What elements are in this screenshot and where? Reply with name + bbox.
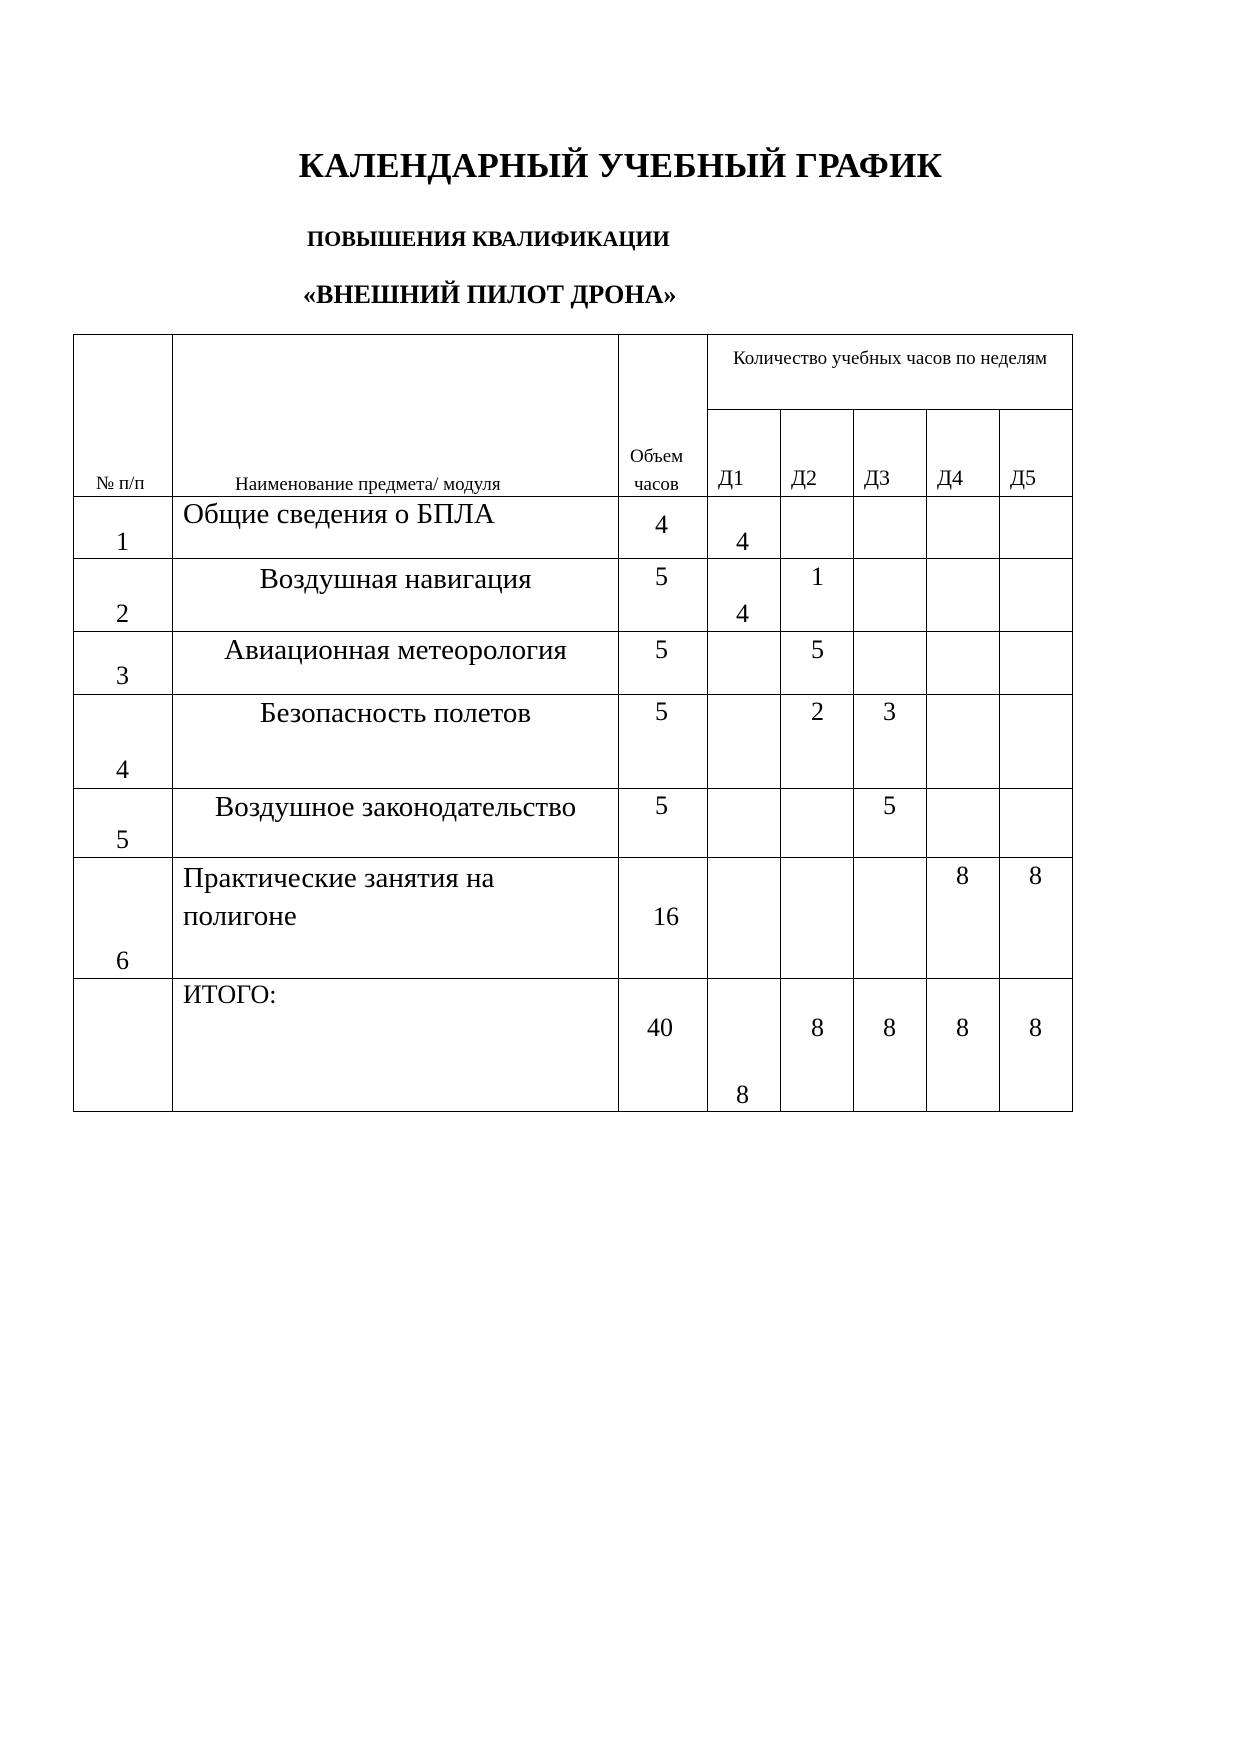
header-d4: Д4 (937, 465, 964, 490)
total-label: ИТОГО: (183, 980, 277, 1009)
row-name: Практические занятия на полигоне (183, 862, 495, 932)
total-d1: 8 (736, 1080, 749, 1109)
header-d3-cell (854, 410, 927, 497)
row-volume: 5 (655, 791, 668, 820)
header-name: Наименование предмета/ модуля (235, 474, 501, 495)
row-volume: 4 (655, 510, 668, 539)
row-volume: 16 (653, 902, 679, 931)
row-num: 4 (116, 755, 129, 784)
header-weeks-cell (708, 335, 1073, 410)
row-d4: 8 (956, 861, 969, 890)
row-num: 1 (116, 527, 129, 556)
table-row (74, 695, 1073, 789)
table-row (74, 497, 1073, 559)
total-volume: 40 (647, 1013, 673, 1042)
row-name: Безопасность полетов (259, 697, 532, 729)
header-d1: Д1 (718, 465, 745, 490)
header-name-cell (173, 335, 619, 497)
header-num-cell (74, 335, 173, 497)
row-name: Общие сведения о БПЛА (183, 498, 495, 530)
header-d1-cell (708, 410, 781, 497)
program-name: «ВНЕШНИЙ ПИЛОТ ДРОНА» (303, 280, 677, 309)
header-d2-cell (781, 410, 854, 497)
row-num: 5 (116, 825, 129, 854)
table-row (74, 632, 1073, 695)
row-name: Воздушное законодательство (214, 791, 577, 823)
header-volume-cell (619, 335, 708, 497)
row-name: Воздушная навигация (259, 563, 532, 595)
table-row (74, 789, 1073, 858)
total-row (74, 979, 1073, 1112)
table-row (74, 858, 1073, 979)
row-d5: 8 (1029, 861, 1042, 890)
total-d2: 8 (811, 1013, 824, 1042)
header-volume-line2: часов (634, 474, 679, 495)
table-row (74, 559, 1073, 632)
header-d4-cell (927, 410, 1000, 497)
row-num: 2 (116, 599, 129, 628)
document-title: КАЛЕНДАРНЫЙ УЧЕБНЫЙ ГРАФИК (298, 146, 943, 185)
schedule-table (73, 334, 1073, 1112)
row-d1: 4 (736, 599, 749, 628)
header-d2: Д2 (791, 465, 818, 490)
row-d1: 4 (736, 527, 749, 556)
row-d3: 3 (883, 697, 896, 726)
header-d5: Д5 (1010, 465, 1037, 490)
header-num: № п/п (96, 473, 145, 494)
row-volume: 5 (655, 697, 668, 726)
row-d3: 5 (883, 791, 896, 820)
row-num: 6 (116, 946, 129, 975)
row-d2: 2 (811, 697, 824, 726)
row-volume: 5 (655, 635, 668, 664)
total-d5: 8 (1029, 1013, 1042, 1042)
header-weeks: Количество учебных часов по неделям (733, 348, 1048, 369)
total-d3: 8 (883, 1013, 896, 1042)
header-row (74, 335, 1073, 410)
row-d2: 5 (811, 635, 824, 664)
header-d5-cell (1000, 410, 1073, 497)
row-num: 3 (116, 661, 129, 690)
header-volume-line1: Объем (630, 446, 684, 467)
document-subtitle: ПОВЫШЕНИЯ КВАЛИФИКАЦИИ (307, 226, 670, 251)
row-d2: 1 (811, 562, 824, 591)
header-d3: Д3 (864, 465, 891, 490)
total-d4: 8 (956, 1013, 969, 1042)
row-name: Авиационная метеорология (224, 634, 567, 666)
row-volume: 5 (655, 562, 668, 591)
